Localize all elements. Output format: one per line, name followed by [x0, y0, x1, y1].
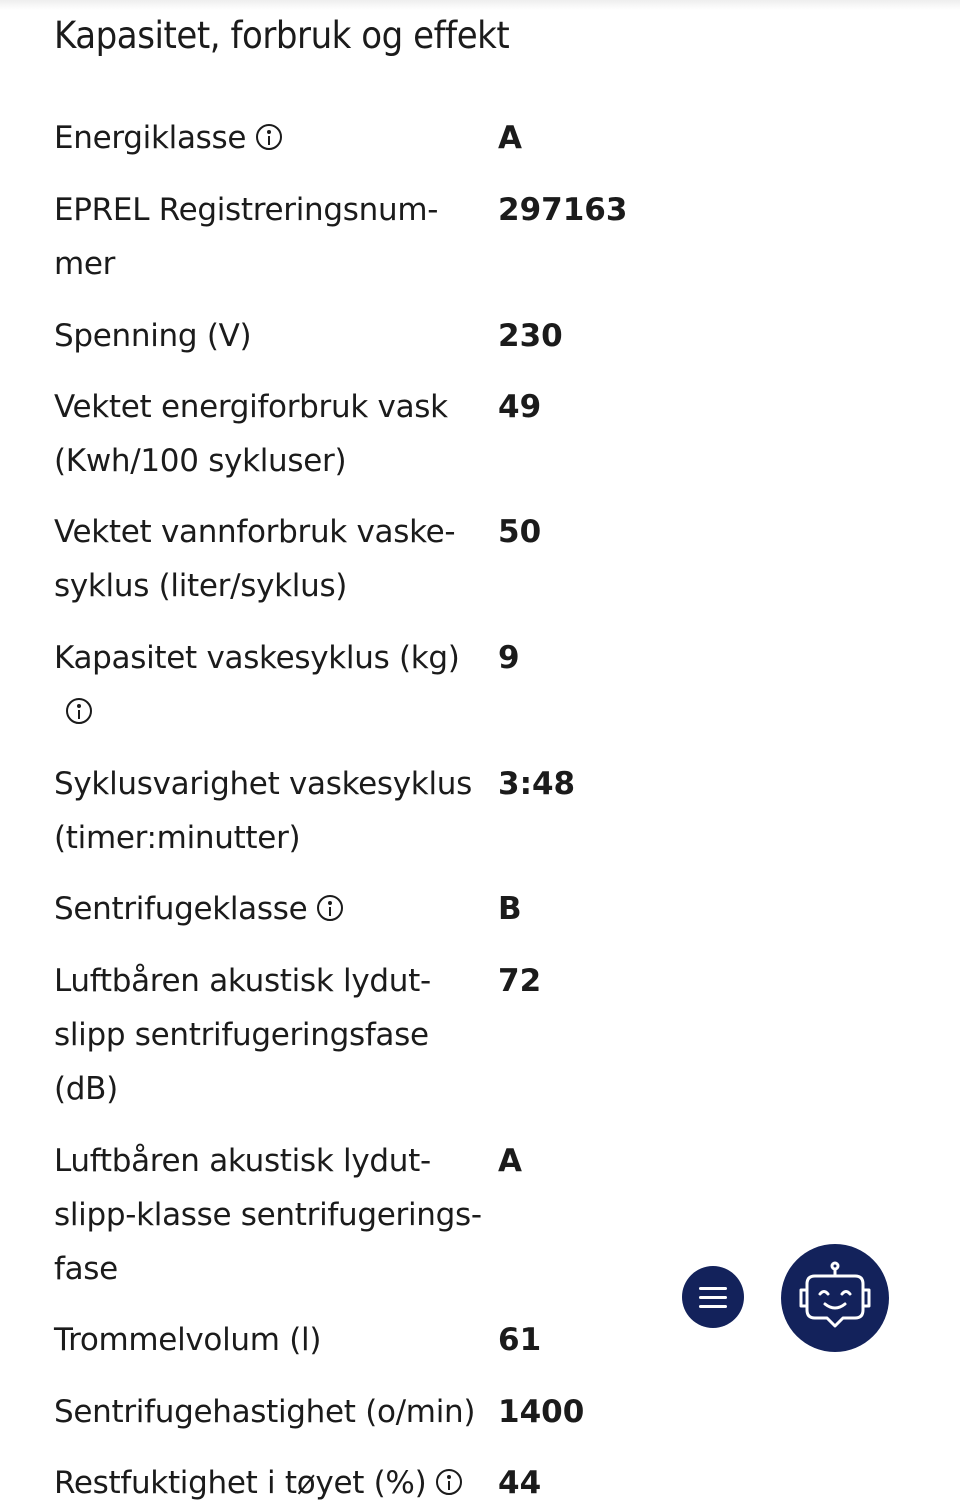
hamburger-menu-icon-bar: [699, 1305, 727, 1308]
spec-label: [54, 309, 474, 363]
spec-label: [54, 1313, 474, 1367]
spec-label-text: fase: [54, 1251, 118, 1287]
spec-value: B: [498, 891, 522, 927]
spec-label-text: Sentrifugehastighet (o/min): [54, 1394, 476, 1430]
spec-label-text: Kapasitet vaskesyklus (kg): [54, 640, 460, 676]
spec-label-text: Vektet vannforbruk vaske-: [54, 514, 456, 550]
spec-label: [54, 1456, 474, 1510]
spec-label-text: Vektet energiforbruk vask: [54, 389, 448, 425]
spec-label-text: mer: [54, 246, 116, 282]
spec-label-text: (timer:minutter): [54, 820, 301, 856]
spec-label: [54, 380, 474, 488]
spec-label-text: Trommelvolum (l): [54, 1322, 322, 1358]
spec-value: 72: [498, 963, 542, 999]
spec-label: [54, 757, 474, 865]
spec-value: 1400: [498, 1394, 585, 1430]
spec-label-text: syklus (liter/syklus): [54, 568, 348, 604]
chat-assistant-button[interactable]: [781, 1244, 889, 1352]
spec-label: [54, 631, 474, 739]
spec-label-text: Luftbåren akustisk lydut-: [54, 963, 431, 999]
spec-value: 61: [498, 1322, 542, 1358]
info-icon[interactable]: [317, 895, 343, 921]
spec-label-text: Sentrifugeklasse: [54, 891, 308, 927]
spec-label: [54, 505, 474, 613]
spec-value: 50: [498, 514, 542, 550]
spec-value: 9: [498, 640, 520, 676]
menu-button[interactable]: [682, 1266, 744, 1328]
spec-label-text: Restfuktighet i tøyet (%): [54, 1465, 427, 1501]
spec-value: A: [498, 1143, 522, 1179]
spec-label-text: slipp-klasse sentrifugerings-: [54, 1197, 482, 1233]
spec-label-text: (dB): [54, 1071, 118, 1107]
info-icon[interactable]: [436, 1469, 462, 1495]
info-icon[interactable]: [256, 124, 282, 150]
section-title: Kapasitet, forbruk og effekt: [54, 14, 510, 57]
spec-value: 297163: [498, 192, 628, 228]
spec-label-text: Luftbåren akustisk lydut-: [54, 1143, 431, 1179]
spec-label-text: slipp sentrifugeringsfase: [54, 1017, 429, 1053]
spec-label: [54, 954, 474, 1116]
spec-value: 44: [498, 1465, 542, 1501]
spec-label-text: (Kwh/100 sykluser): [54, 443, 347, 479]
spec-label: [54, 1385, 474, 1439]
spec-value: A: [498, 120, 522, 156]
spec-label-text: Spenning (V): [54, 318, 252, 354]
spec-value: 3:48: [498, 766, 576, 802]
spec-label: [54, 1134, 482, 1296]
spec-label: [54, 882, 474, 936]
spec-label-text: EPREL Registreringsnum-: [54, 192, 439, 228]
info-icon[interactable]: [66, 698, 92, 724]
spec-label-text: Energiklasse: [54, 120, 247, 156]
spec-label: [54, 183, 474, 291]
hamburger-menu-icon-bar: [699, 1296, 727, 1299]
top-shadow: [0, 0, 960, 10]
chatbot-robot-icon: [781, 1244, 889, 1352]
spec-label-text: Syklusvarighet vaskesyklus: [54, 766, 472, 802]
spec-value: 230: [498, 318, 563, 354]
spec-label: [54, 111, 474, 165]
spec-value: 49: [498, 389, 542, 425]
hamburger-menu-icon: [699, 1287, 727, 1290]
